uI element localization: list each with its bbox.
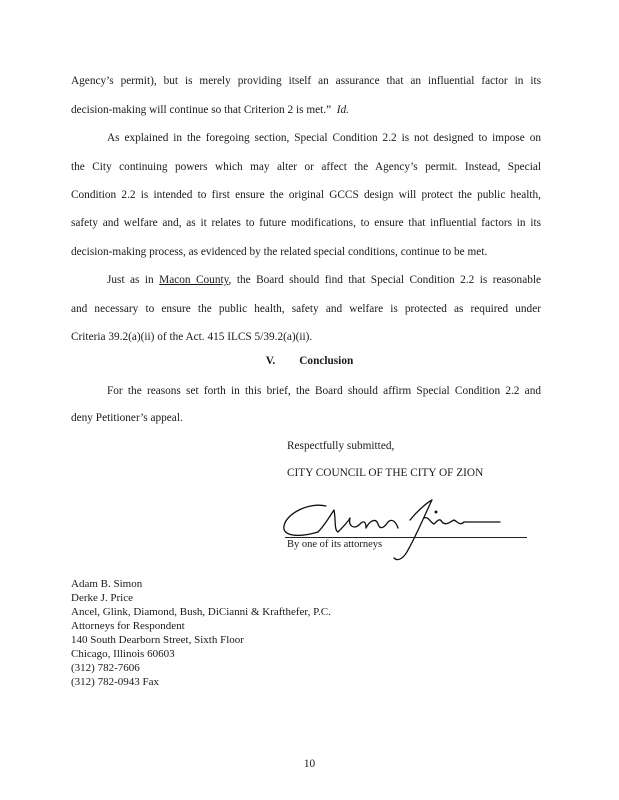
paragraph-2-line-3: Condition 2.2 is intended to first ensure the original GCCS design will protect the public health,	[71, 189, 541, 201]
section-title: Conclusion	[299, 355, 354, 367]
paragraph-1-text: decision-making will continue so that Criterion 2 is met.”	[71, 104, 332, 116]
address-line: (312) 782-0943 Fax	[71, 676, 159, 688]
signature-caption: By one of its attorneys	[287, 539, 383, 550]
paragraph-2-line-5: decision-making process, as evidenced by the related special conditions, continue to be met.	[71, 246, 488, 258]
address-line: Chicago, Illinois 60603	[71, 648, 175, 660]
paragraph-4-line-1: For the reasons set forth in this brief, the Board should affirm Special Condition 2.2 and	[107, 385, 541, 397]
paragraph-3-text-b: , the Board should find that Special Condition 2.2 is reasonable	[228, 274, 542, 286]
address-line: (312) 782-7606	[71, 662, 140, 674]
address-line: Adam B. Simon	[71, 578, 143, 590]
paragraph-2-line-2: the City continuing powers which may alter or affect the Agency’s permit. Instead, Special	[71, 161, 541, 173]
paragraph-3-line-3: Criteria 39.2(a)(ii) of the Act. 415 ILCS 5/39.2(a)(ii).	[71, 331, 313, 343]
section-number: V.	[265, 355, 276, 367]
section-heading	[0, 354, 619, 368]
paragraph-2-line-4: safety and welfare and, as it relates to future modifications, to ensure that influential factors in its	[71, 217, 541, 229]
case-name: Macon County	[159, 274, 229, 286]
paragraph-1-line-2	[71, 103, 541, 117]
paragraph-3-text-a: Just as in	[107, 274, 154, 286]
page-number: 10	[303, 758, 316, 770]
handwritten-signature	[278, 492, 518, 564]
closing: Respectfully submitted,	[287, 440, 395, 452]
citation-id: Id.	[336, 104, 349, 116]
paragraph-2-line-1: As explained in the foregoing section, Special Condition 2.2 is not designed to impose on	[107, 132, 541, 144]
address-line: Derke J. Price	[71, 592, 134, 604]
paragraph-3-line-2: and necessary to ensure the public health, safety and welfare is protected as required under	[71, 303, 541, 315]
paragraph-1-line-1: Agency’s permit), but is merely providing itself an assurance that an influential factor in its	[71, 75, 541, 87]
paragraph-4-line-2: deny Petitioner’s appeal.	[71, 412, 183, 424]
address-line: Attorneys for Respondent	[71, 620, 185, 632]
address-line: Ancel, Glink, Diamond, Bush, DiCianni & Krafthefer, P.C.	[71, 606, 331, 618]
address-line: 140 South Dearborn Street, Sixth Floor	[71, 634, 244, 646]
paragraph-3-line-1	[71, 273, 541, 287]
party-name: CITY COUNCIL OF THE CITY OF ZION	[287, 467, 484, 479]
